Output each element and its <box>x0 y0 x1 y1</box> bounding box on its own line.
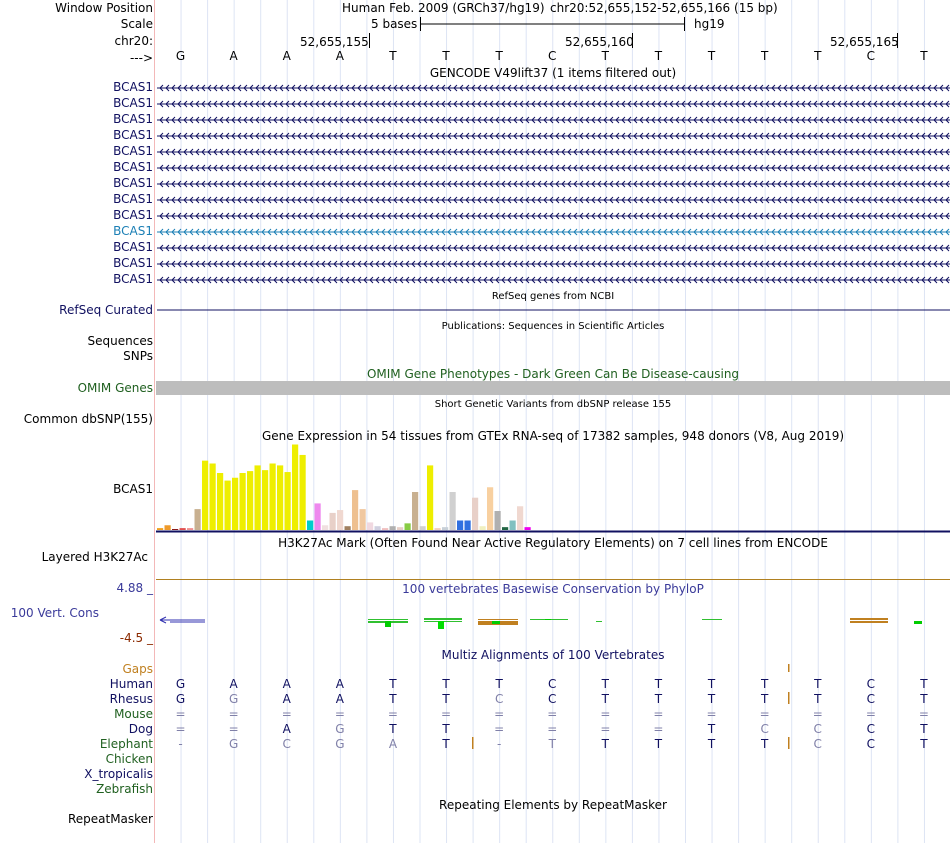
repeatmasker-label[interactable]: RepeatMasker <box>67 812 153 826</box>
cons-mark <box>545 619 551 620</box>
alignment-base: T <box>654 737 663 751</box>
alignment-base: T <box>495 677 503 691</box>
scale-text: 5 bases <box>371 17 418 31</box>
snps-label[interactable]: SNPs <box>123 349 153 363</box>
reference-base: T <box>389 49 397 63</box>
gtex-bar <box>165 525 171 530</box>
alignment-base: A <box>229 677 238 691</box>
alignment-base: C <box>866 737 876 751</box>
alignment-base: C <box>282 737 291 751</box>
alignment-base: = <box>706 707 717 721</box>
gtex-bar <box>172 529 178 530</box>
chrom-label: chr20: <box>114 34 153 48</box>
reference-base: T <box>920 49 928 63</box>
omim-title[interactable]: OMIM Gene Phenotypes - Dark Green Can Be Disease-causing <box>366 367 740 381</box>
gencode-gene-label[interactable]: BCAS1 <box>113 144 153 158</box>
gtex-bar <box>390 526 396 530</box>
alignment-base: = <box>281 707 292 721</box>
reference-base: A <box>229 49 238 63</box>
gtex-bar <box>375 526 381 530</box>
gtex-bar <box>367 522 373 530</box>
species-label[interactable]: Rhesus <box>109 692 153 706</box>
reference-base: G <box>175 49 186 63</box>
alignment-base: = <box>175 722 186 736</box>
alignment-base: G <box>335 722 345 736</box>
alignment-base: - <box>496 737 502 751</box>
cons-mark <box>596 621 602 622</box>
alignment-base: T <box>707 692 716 706</box>
alignment-base: T <box>601 737 610 751</box>
gtex-bar <box>195 509 201 530</box>
gtex-bar <box>285 472 291 530</box>
alignment-base: T <box>760 737 769 751</box>
alignment-base: = <box>600 707 611 721</box>
species-label[interactable]: X_tropicalis <box>84 767 153 781</box>
gtex-bar <box>525 527 531 530</box>
assembly-text: Human Feb. 2009 (GRCh37/hg19) <box>342 1 545 15</box>
alignment-base: C <box>866 692 876 706</box>
alignment-base: T <box>548 737 556 751</box>
gencode-gene-label[interactable]: BCAS1 <box>113 208 153 222</box>
gtex-bar <box>315 503 321 530</box>
species-label[interactable]: Zebrafish <box>96 782 153 796</box>
dbsnp-label[interactable]: Common dbSNP(155) <box>23 412 153 426</box>
coord-label-2: 52,655,160 <box>565 35 634 49</box>
position-text: chr20:52,655,152-52,655,166 (15 bp) <box>550 1 778 15</box>
gtex-bar <box>457 521 463 531</box>
alignment-base: = <box>918 707 929 721</box>
gtex-bar <box>480 526 486 530</box>
alignment-base: C <box>760 722 769 736</box>
alignment-base: = <box>228 722 239 736</box>
reference-base: T <box>654 49 663 63</box>
alignment-base: T <box>707 677 716 691</box>
alignment-base: C <box>813 722 822 736</box>
cons-mark <box>478 619 518 620</box>
cons-mark <box>368 619 408 620</box>
repeatmasker-title[interactable]: Repeating Elements by RepeatMasker <box>439 798 667 812</box>
alignment-base: = <box>759 707 770 721</box>
alignment-base: G <box>335 737 345 751</box>
alignment-base: = <box>600 722 611 736</box>
gtex-bar <box>502 527 508 530</box>
alignment-base: T <box>389 677 397 691</box>
alignment-base: = <box>653 707 664 721</box>
alignment-base: G <box>175 692 186 706</box>
omim-bar <box>156 381 950 395</box>
gtex-bar <box>420 526 426 530</box>
coord-label-3: 52,655,165 <box>830 35 899 49</box>
alignment-base: T <box>760 677 769 691</box>
alignment-base: T <box>707 722 716 736</box>
gap-mark <box>788 692 790 704</box>
scale-label: Scale <box>120 17 153 31</box>
gtex-bar <box>450 492 456 530</box>
gtex-bar <box>405 523 411 530</box>
h3k27ac-label[interactable]: Layered H3K27Ac <box>41 550 148 564</box>
alignment-base: = <box>812 707 823 721</box>
gencode-gene-label[interactable]: BCAS1 <box>113 80 153 94</box>
sequences-label[interactable]: Sequences <box>87 334 153 348</box>
alignment-base: T <box>707 737 716 751</box>
gtex-bar <box>352 490 358 530</box>
refseq-label[interactable]: RefSeq Curated <box>59 303 153 317</box>
alignment-base: C <box>494 692 504 706</box>
cons-label[interactable]: 100 Vert. Cons <box>10 606 99 620</box>
alignment-base: = <box>387 707 398 721</box>
species-label[interactable]: Chicken <box>105 752 153 766</box>
cons-mark <box>385 621 391 627</box>
alignment-base: = <box>228 707 239 721</box>
dbsnp-title[interactable]: Short Genetic Variants from dbSNP release 155 <box>434 399 672 410</box>
alignment-base: = <box>653 722 664 736</box>
reference-base: T <box>601 49 610 63</box>
gencode-gene-label[interactable]: BCAS1 <box>113 96 153 110</box>
window-position-label: Window Position <box>55 1 153 15</box>
gtex-bar <box>510 521 516 531</box>
species-label[interactable]: Elephant <box>99 737 153 751</box>
gtex-bar <box>382 528 388 530</box>
gaps-label[interactable]: Gaps <box>122 662 153 676</box>
cons-mark <box>914 621 922 624</box>
gtex-bar <box>427 465 433 530</box>
reference-base: T <box>495 49 503 63</box>
alignment-base: = <box>175 707 186 721</box>
gap-mark <box>472 737 474 749</box>
cons-mark <box>424 618 462 620</box>
alignment-base: T <box>654 692 663 706</box>
reference-base: T <box>442 49 450 63</box>
gap-mark <box>788 737 790 749</box>
alignment-base: - <box>178 737 183 751</box>
gtex-bar <box>330 513 336 530</box>
gtex-bar <box>187 528 193 530</box>
alignment-base: = <box>494 722 505 736</box>
gtex-bar <box>322 525 328 530</box>
gtex-bar <box>277 465 283 530</box>
alignment-base: T <box>654 677 663 691</box>
gtex-bar <box>442 527 448 530</box>
alignment-base: T <box>442 722 450 736</box>
alignment-base: T <box>760 692 769 706</box>
gtex-bar <box>465 521 471 531</box>
gap-mark <box>788 664 790 672</box>
gtex-bar <box>345 526 351 530</box>
alignment-base: T <box>601 692 610 706</box>
alignment-base: T <box>389 722 397 736</box>
alignment-base: T <box>920 677 928 691</box>
alignment-base: T <box>920 722 928 736</box>
alignment-base: T <box>442 692 450 706</box>
alignment-base: C <box>866 722 876 736</box>
gtex-bar <box>247 471 253 530</box>
gtex-bar <box>517 506 523 530</box>
gencode-gene-label[interactable]: BCAS1 <box>113 176 153 190</box>
cons-mark <box>438 621 444 629</box>
reference-base: T <box>814 49 822 63</box>
gencode-gene-label[interactable]: BCAS1 <box>113 224 153 238</box>
reference-base: C <box>548 49 557 63</box>
gtex-bar <box>202 461 208 530</box>
alignment-base: A <box>335 677 344 691</box>
gencode-gene-label[interactable]: BCAS1 <box>113 192 153 206</box>
gtex-bar <box>435 528 441 530</box>
cons-mark <box>850 618 888 620</box>
h3k27ac-title[interactable]: H3K27Ac Mark (Often Found Near Active Regulatory Elements) on 7 cell lines from ENCODE <box>278 536 828 550</box>
gtex-bar <box>412 492 418 530</box>
reference-base: T <box>760 49 769 63</box>
reference-base: C <box>866 49 876 63</box>
cons-min-label: -4.5 _ <box>119 631 153 645</box>
scale-db-text: hg19 <box>694 17 725 31</box>
alignment-base: = <box>865 707 876 721</box>
alignment-base: A <box>282 677 291 691</box>
gencode-gene-label[interactable]: BCAS1 <box>113 256 153 270</box>
gtex-label[interactable]: BCAS1 <box>113 482 153 496</box>
cons-max-label: 4.88 _ <box>116 581 153 595</box>
strand-label: ---> <box>129 51 153 65</box>
gencode-gene-label[interactable]: BCAS1 <box>113 128 153 142</box>
gtex-bar <box>495 511 501 530</box>
reference-base: T <box>707 49 716 63</box>
cons-mark <box>850 621 888 623</box>
reference-base: A <box>282 49 291 63</box>
gtex-bar <box>292 445 298 531</box>
alignment-base: T <box>442 737 450 751</box>
gtex-bar <box>210 464 216 531</box>
gtex-bar <box>225 481 231 530</box>
alignment-base: C <box>548 692 557 706</box>
gencode-gene-label[interactable]: BCAS1 <box>113 112 153 126</box>
alignment-base: G <box>228 692 239 706</box>
alignment-base: = <box>441 707 452 721</box>
alignment-base: = <box>547 722 558 736</box>
multiz-title[interactable]: Multiz Alignments of 100 Vertebrates <box>441 648 665 662</box>
alignment-base: = <box>334 707 345 721</box>
alignment-base: A <box>282 692 291 706</box>
gtex-bar <box>397 527 403 530</box>
alignment-base: T <box>442 677 450 691</box>
gencode-gene-label[interactable]: BCAS1 <box>113 160 153 174</box>
alignment-base: T <box>814 692 822 706</box>
alignment-base: C <box>548 677 557 691</box>
gencode-title[interactable]: GENCODE V49lift37 (1 items filtered out) <box>429 66 677 80</box>
alignment-base: G <box>175 677 186 691</box>
cons-mark <box>492 621 500 624</box>
alignment-base: A <box>388 737 398 751</box>
gtex-bar <box>217 473 223 530</box>
alignment-base: C <box>866 677 876 691</box>
gtex-bar <box>487 487 493 530</box>
publications-title[interactable]: Publications: Sequences in Scientific Articles <box>441 321 665 332</box>
gtex-bar <box>180 528 186 530</box>
gtex-bar <box>262 470 268 530</box>
alignment-base: G <box>228 737 239 751</box>
alignment-base: A <box>282 722 291 736</box>
gtex-bar <box>300 455 306 530</box>
alignment-base: T <box>920 692 928 706</box>
gtex-bar <box>255 465 261 530</box>
alignment-base: T <box>920 737 928 751</box>
alignment-base: T <box>601 677 610 691</box>
omim-label[interactable]: OMIM Genes <box>77 381 153 395</box>
gtex-bar <box>307 521 313 531</box>
species-label[interactable]: Dog <box>128 722 153 736</box>
species-label[interactable]: Mouse <box>114 707 153 721</box>
gtex-title[interactable]: Gene Expression in 54 tissues from GTEx RNA-seq of 17382 samples, 948 donors (V8, Aug 2019) <box>261 429 845 443</box>
gtex-bar <box>240 473 246 530</box>
coord-label-1: 52,655,155 <box>300 35 369 49</box>
gtex-bar <box>270 464 276 531</box>
gtex-bar <box>360 509 366 530</box>
alignment-base: C <box>813 737 822 751</box>
cons-window-marker <box>160 617 205 623</box>
gtex-bar <box>337 510 343 530</box>
alignment-base: = <box>494 707 505 721</box>
gtex-bar <box>232 478 238 530</box>
gencode-gene-label[interactable]: BCAS1 <box>113 240 153 254</box>
refseq-title[interactable]: RefSeq genes from NCBI <box>491 291 615 302</box>
gtex-bar <box>472 498 478 530</box>
alignment-base: T <box>389 692 397 706</box>
gtex-bar <box>157 528 163 530</box>
alignment-base: = <box>547 707 558 721</box>
alignment-base: T <box>814 677 822 691</box>
reference-base: A <box>335 49 344 63</box>
gencode-gene-label[interactable]: BCAS1 <box>113 272 153 286</box>
cons-title[interactable]: 100 vertebrates Basewise Conservation by PhyloP <box>402 582 704 596</box>
alignment-base: A <box>335 692 344 706</box>
species-label[interactable]: Human <box>109 677 153 691</box>
cons-mark <box>702 619 722 620</box>
